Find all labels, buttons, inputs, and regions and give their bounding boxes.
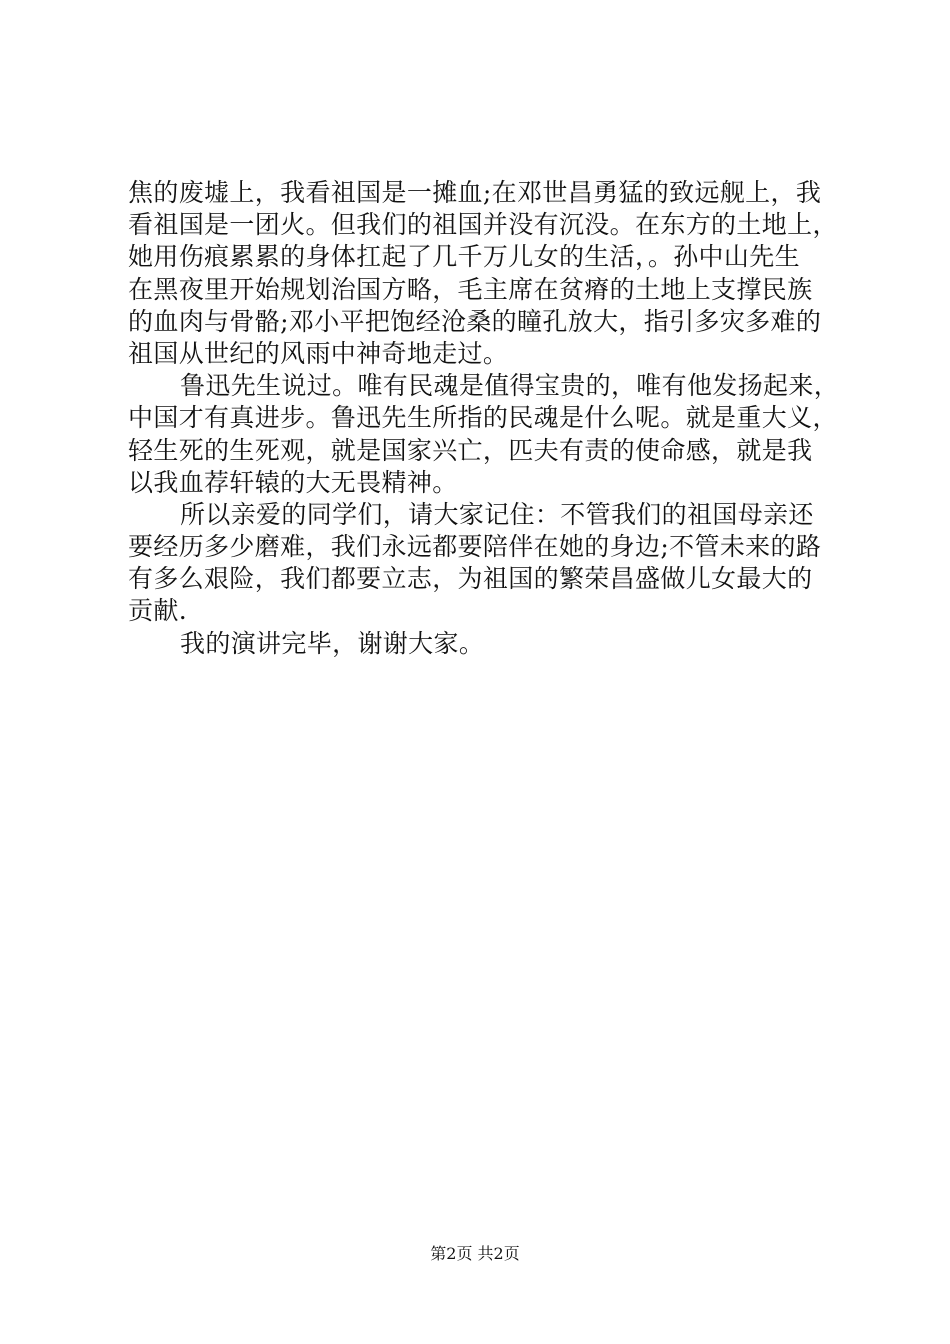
text-line: 有多么艰险，我们都要立志，为祖国的繁荣昌盛做儿女最大的 (128, 564, 813, 594)
text-line: 在黑夜里开始规划治国方略，毛主席在贫瘠的土地上支撑民族 (128, 274, 813, 304)
text-line: 看祖国是一团火。但我们的祖国并没有沉没。在东方的土地上， (128, 210, 838, 240)
text-line: 以我血荐轩辕的大无畏精神。 (128, 467, 458, 497)
text-line: 中国才有真进步。鲁迅先生所指的民魂是什么呢。就是重大义， (128, 403, 838, 433)
paragraph-1 (128, 177, 840, 370)
text-line: 我的演讲完毕，谢谢大家。 (180, 628, 485, 658)
paragraph-2 (128, 370, 840, 499)
paragraph-4 (128, 628, 840, 660)
text-line: 焦的废墟上，我看祖国是一摊血;在邓世昌勇猛的致远舰上，我 (128, 178, 822, 207)
page-number: 第2页 共2页 (430, 1244, 520, 1263)
text-line: 贡献. (128, 596, 187, 626)
paragraph-3 (128, 499, 840, 628)
text-line: 轻生死的生死观，就是国家兴亡，匹夫有责的使命感，就是我 (128, 435, 813, 465)
text-line: 祖国从世纪的风雨中神奇地走过。 (128, 338, 509, 368)
text-line: 所以亲爱的同学们，请大家记住：不管我们的祖国母亲还 (180, 499, 814, 529)
text-line: 的血肉与骨骼;邓小平把饱经沧桑的瞳孔放大，指引多灾多难的 (128, 306, 822, 336)
text-line: 她用伤痕累累的身体扛起了几千万儿女的生活，。孙中山先生 (128, 242, 800, 272)
text-line: 要经历多少磨难，我们永远都要陪伴在她的身边;不管未来的路 (128, 532, 822, 562)
page-footer (0, 1244, 950, 1264)
text-line: 鲁迅先生说过。唯有民魂是值得宝贵的，唯有他发扬起来， (180, 371, 840, 401)
document-body (128, 177, 840, 660)
